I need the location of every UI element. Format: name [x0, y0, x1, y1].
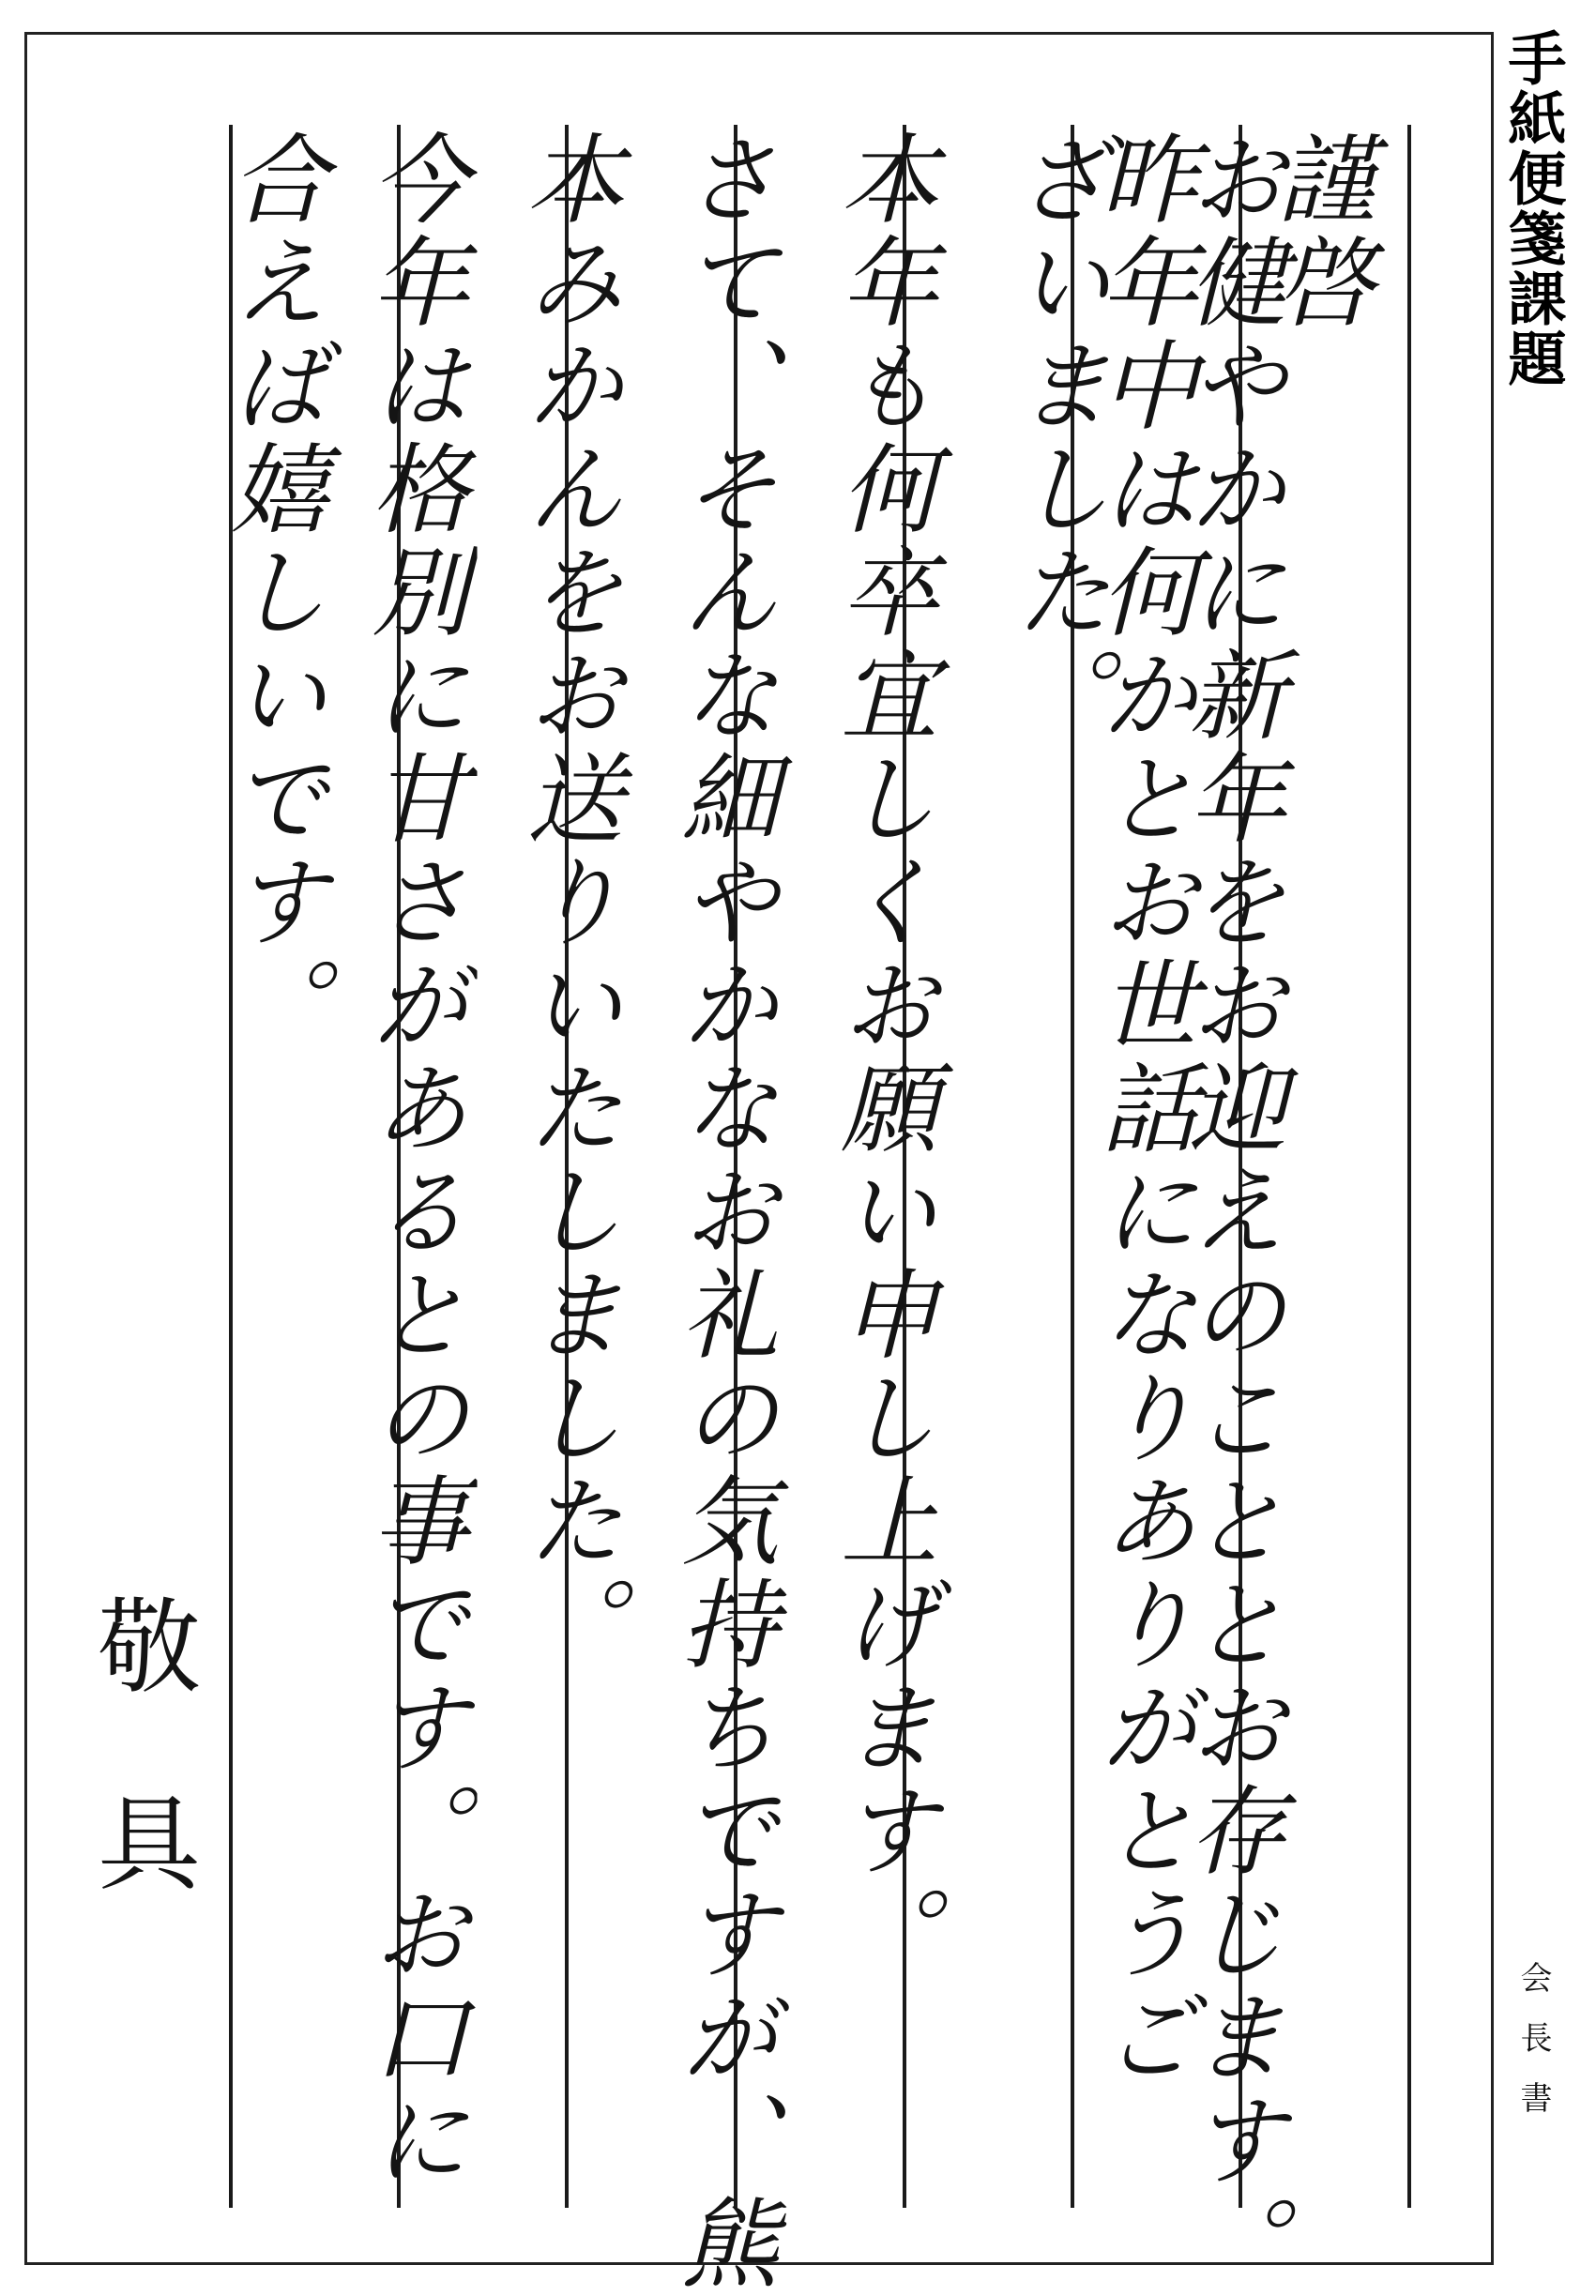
- closing-signoff: 敬具: [81, 1592, 201, 1986]
- page-title: 手紙便箋課題: [1498, 28, 1567, 388]
- letter-line-1: 謹啓: [1260, 129, 1375, 335]
- letter-line-4: ざいました。: [997, 129, 1112, 748]
- letter-line-9: 合えば嬉しいです。: [214, 129, 328, 1057]
- author-credit: 会長書: [1514, 1961, 1552, 2141]
- letter-line-8: 今年は格別に甘さがあるとの事です。お口に: [355, 129, 469, 2193]
- letter-line-2: お健やかに新年をお迎えのこととお存じます。: [1172, 129, 1286, 2296]
- letter-line-3: 昨年中は何かとお世話になりありがとうご: [1084, 129, 1198, 2090]
- rule-line: [1407, 125, 1411, 2208]
- letter-line-6: さて、そんな細やかなお礼の気持ちですが、熊: [664, 129, 779, 2296]
- letter-sheet: [24, 32, 1494, 2296]
- letter-line-5: 本年も何卒宜しくお願い申し上げます。: [824, 129, 938, 1986]
- letter-line-7: 本みかんをお送りいたしました。: [509, 129, 624, 1677]
